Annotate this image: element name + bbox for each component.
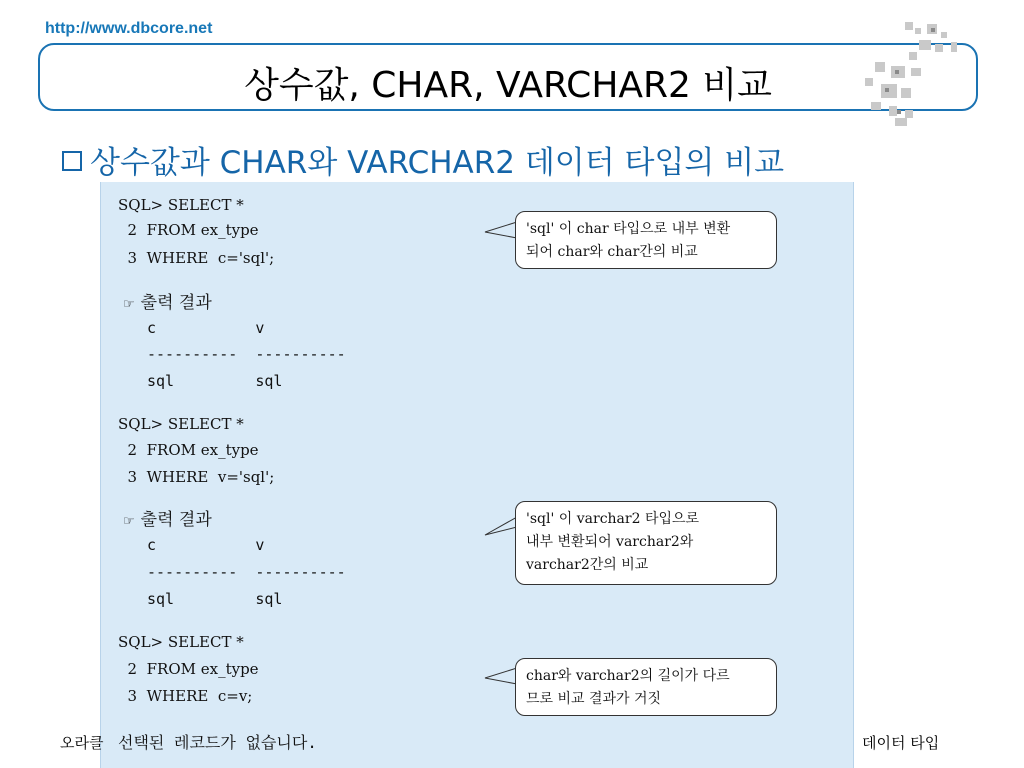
query1-result-divider: ---------- ---------- — [147, 345, 346, 363]
query2-line3: 3 WHERE v='sql'; — [118, 468, 275, 486]
query1-line2: 2 FROM ex_type — [118, 221, 259, 239]
callout-2-line-1: 'sql' 이 varchar2 타입으로 — [526, 511, 700, 527]
query2-result-divider: ---------- ---------- — [147, 563, 346, 581]
site-url[interactable]: http://www.dbcore.net — [45, 20, 213, 37]
query3-line3: 3 WHERE c=v; — [118, 687, 253, 705]
query2-line1: SQL> SELECT * — [118, 415, 244, 433]
callout-3 — [515, 658, 777, 716]
query1-line3: 3 WHERE c='sql'; — [118, 249, 275, 267]
footer-left-text: 오라클 — [60, 734, 104, 752]
query3-line1: SQL> SELECT * — [118, 633, 244, 651]
callout-1-line-2: 되어 char와 char간의 비교 — [526, 244, 698, 260]
pointing-hand-icon: ☞ — [123, 297, 135, 312]
footer-right-text: 데이터 타입 — [862, 734, 940, 752]
query1-line1: SQL> SELECT * — [118, 196, 244, 214]
callout2-pointer — [483, 515, 517, 541]
query1-result-row: sql sql — [147, 372, 283, 390]
callout1-pointer — [483, 220, 517, 240]
query2-result-label — [123, 505, 212, 530]
query3-result-message: 선택된 레코드가 없습니다. — [118, 733, 317, 752]
callout-3-line-1: char와 varchar2의 길이가 다르 — [526, 668, 730, 684]
callout-2 — [515, 501, 777, 585]
section-subtitle — [62, 137, 784, 182]
pointing-hand-icon: ☞ — [123, 514, 135, 529]
callout-1-line-1: 'sql' 이 char 타입으로 내부 변환 — [526, 221, 731, 237]
callout-2-line-3: varchar2간의 비교 — [526, 557, 649, 573]
query1-result-header: c v — [147, 319, 265, 337]
pixel-mascot-decoration — [835, 18, 970, 128]
section-subtitle-text: 상수값과 CHAR와 VARCHAR2 데이터 타입의 비교 — [90, 145, 785, 181]
query1-result-label-text: 출력 결과 — [140, 293, 212, 313]
query2-line2: 2 FROM ex_type — [118, 441, 259, 459]
callout-3-line-2: 므로 비교 결과가 거짓 — [526, 691, 662, 707]
query2-result-header: c v — [147, 536, 265, 554]
checkbox-bullet-icon — [62, 151, 82, 171]
callout3-pointer — [483, 666, 517, 686]
callout-2-line-2: 내부 변환되어 varchar2와 — [526, 534, 694, 550]
page-title: 상수값, CHAR, VARCHAR2 비교 — [244, 65, 772, 106]
query3-line2: 2 FROM ex_type — [118, 660, 259, 678]
query2-result-row: sql sql — [147, 590, 283, 608]
callout-1 — [515, 211, 777, 269]
query2-result-label-text: 출력 결과 — [140, 510, 212, 530]
sql-example-panel — [100, 182, 854, 768]
query1-result-label — [123, 288, 212, 313]
